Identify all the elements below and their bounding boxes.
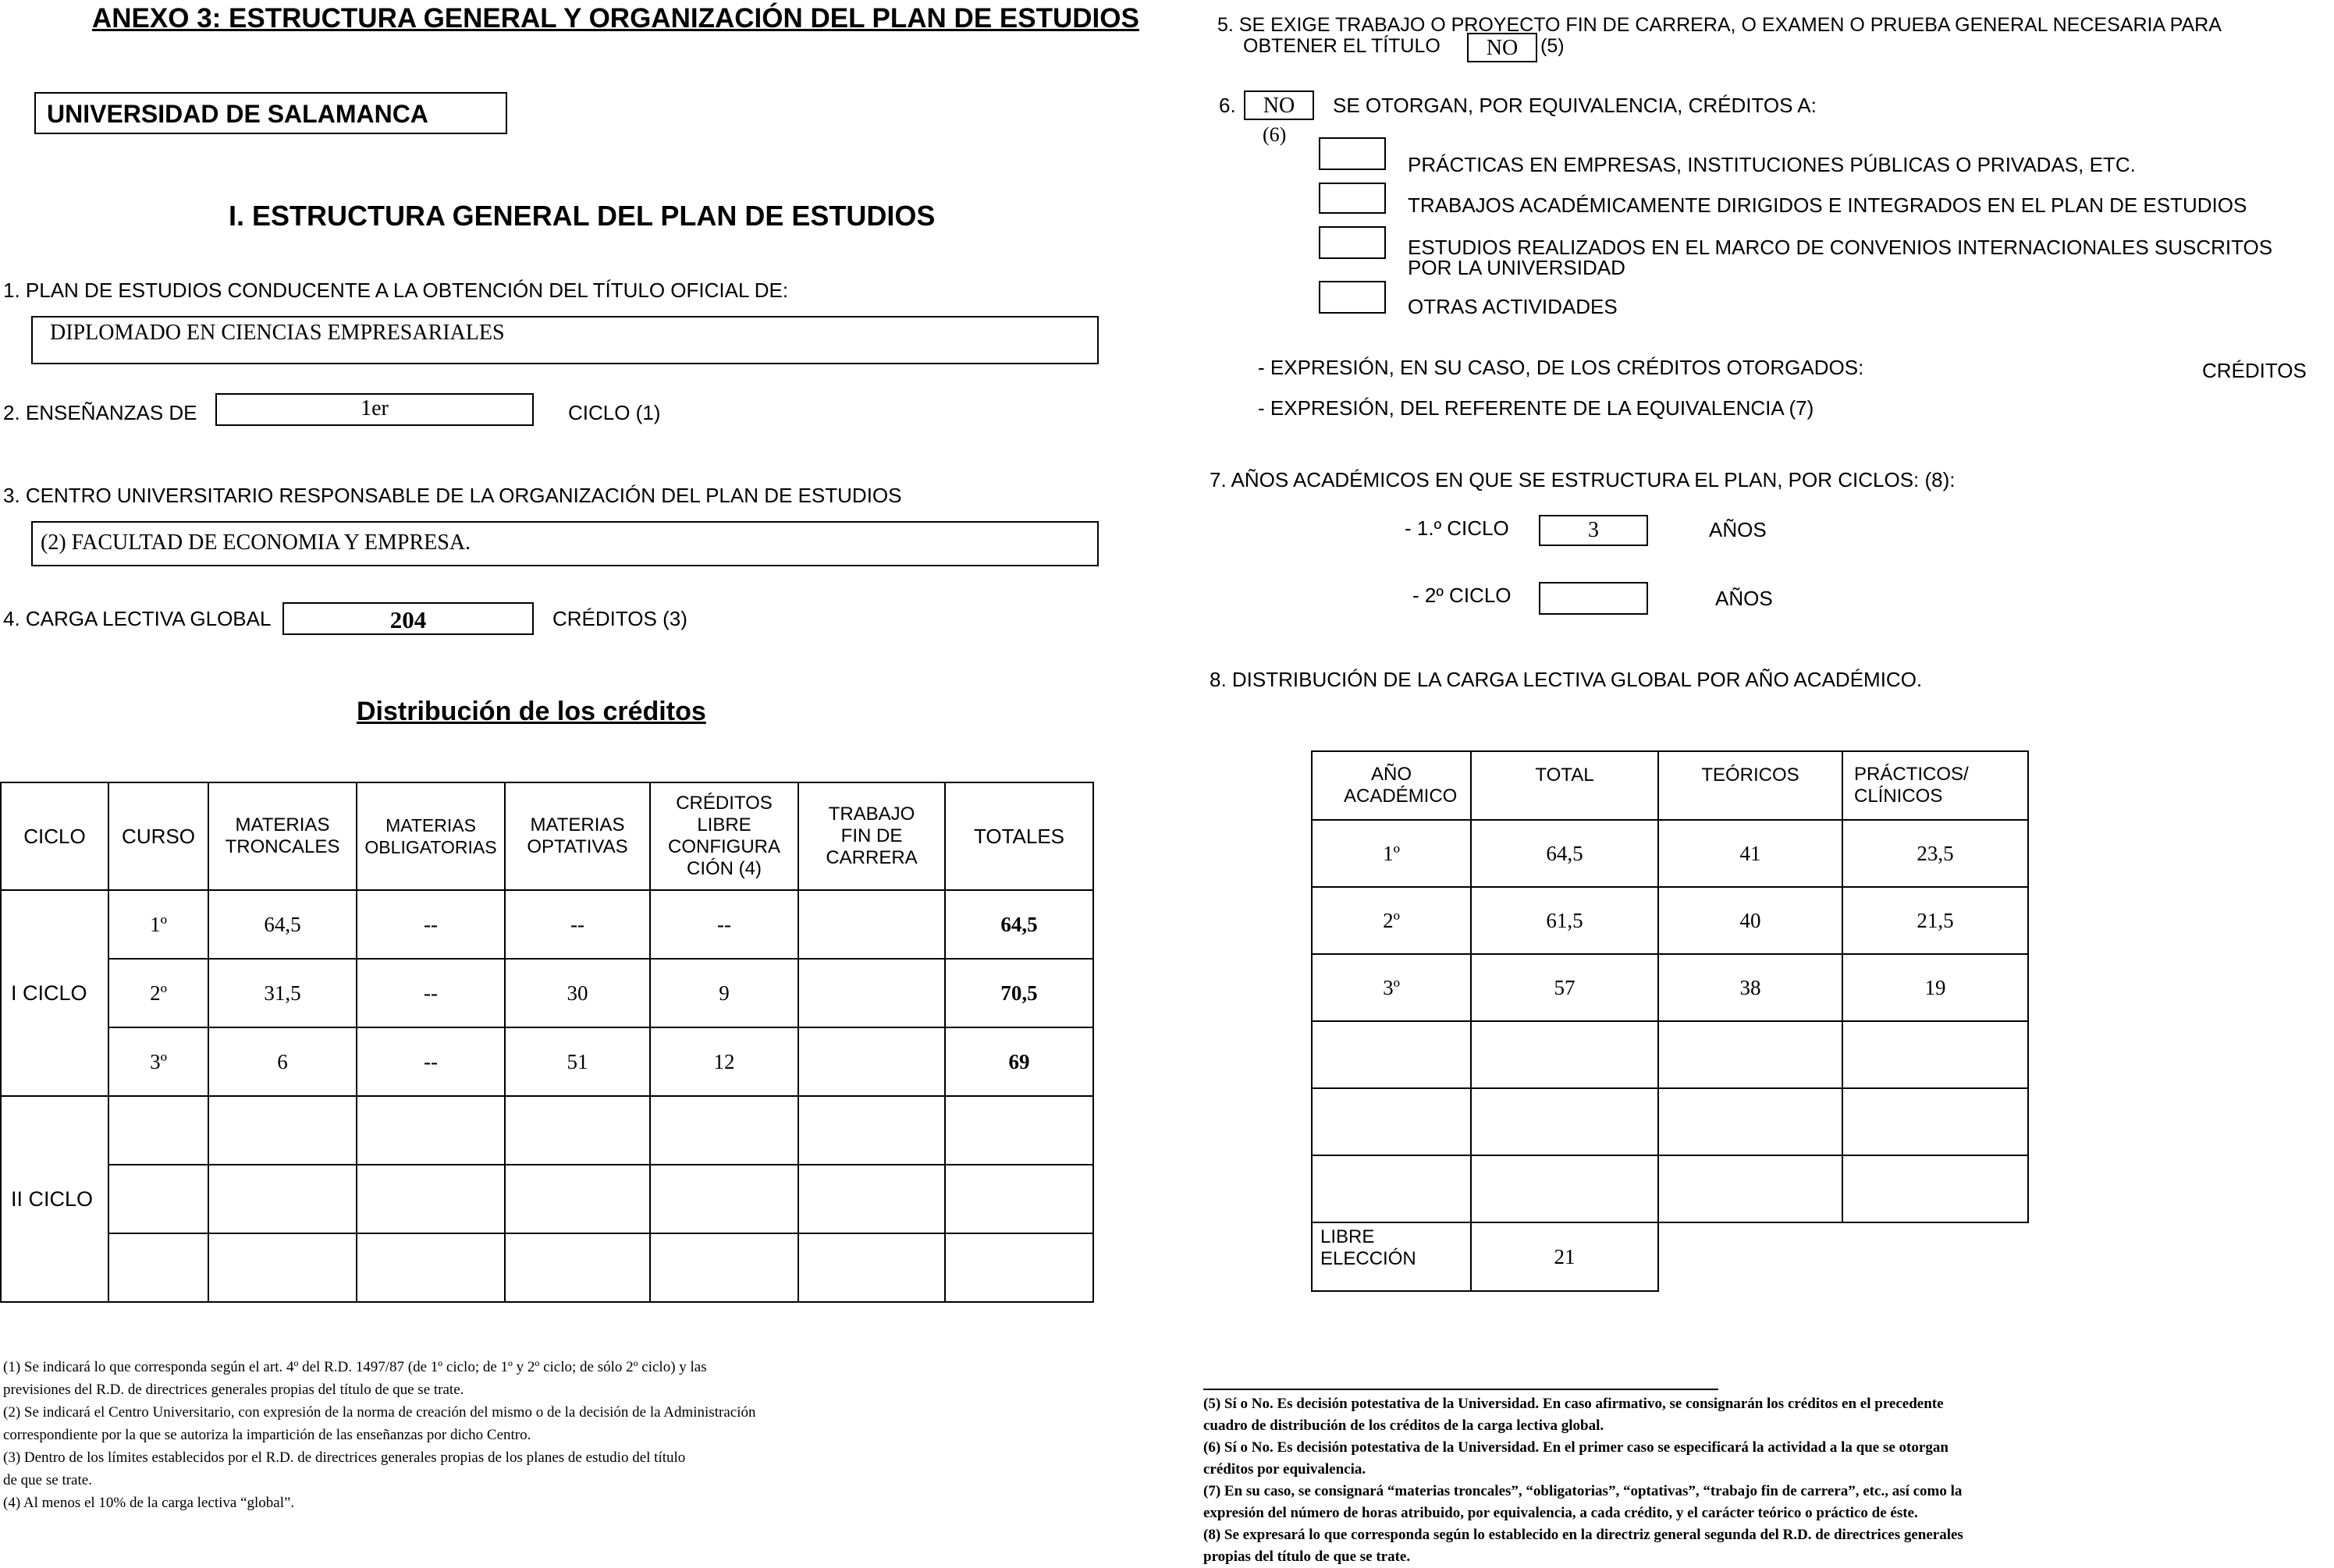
q6-option2-checkbox[interactable] <box>1319 183 1386 214</box>
year-distribution-table <box>1311 750 2029 1292</box>
cell-teoricos: 38 <box>1658 954 1842 1021</box>
table-row <box>1 1096 1093 1165</box>
cell-troncales: 64,5 <box>208 890 357 959</box>
footnote-line: propias del título de que se trate. <box>1203 1548 1411 1565</box>
q5-answer-box <box>1467 33 1537 62</box>
footnote-line: (7) En su caso, se consignará “materias troncales”, “obligatorias”, “optativas”, “trabajo fin de carrera”, etc., así como la <box>1203 1483 1963 1499</box>
cell-practicos: 23,5 <box>1842 820 2028 887</box>
q5-label-line2: OBTENER EL TÍTULO <box>1243 35 1441 57</box>
q7-cycle1-years-box <box>1539 515 1648 546</box>
col-header-curso: CURSO <box>108 782 208 890</box>
table-row <box>1312 1222 2028 1291</box>
col-header-libre-configuracion: CRÉDITOS LIBRE CONFIGURA CIÓN (4) <box>650 782 798 890</box>
q3-centre-value: (2) FACULTAD DE ECONOMIA Y EMPRESA. <box>41 530 471 555</box>
q3-centre-field <box>31 521 1099 566</box>
footnotes-left <box>3 1356 755 1514</box>
q6-option2-label: TRABAJOS ACADÉMICAMENTE DIRIGIDOS E INTEGRADOS EN EL PLAN DE ESTUDIOS <box>1408 193 2247 217</box>
q1-title-value: DIPLOMADO EN CIENCIAS EMPRESARIALES <box>50 321 505 345</box>
q4-label: 4. CARGA LECTIVA GLOBAL <box>3 607 272 630</box>
credits-table <box>0 782 1094 1303</box>
col-header-ciclo: CICLO <box>1 782 108 890</box>
table-row <box>1312 1021 2028 1088</box>
q6-option3-label-line2: POR LA UNIVERSIDAD <box>1408 256 1625 279</box>
col-header-year: AÑO ACADÉMICO <box>1312 751 1471 820</box>
table-row <box>1312 820 2028 887</box>
cell-optativas: -- <box>505 890 650 959</box>
cell-totales: 64,5 <box>945 890 1093 959</box>
table-row <box>1312 1155 2028 1222</box>
q2-label: 2. ENSEÑANZAS DE <box>3 401 197 424</box>
cell-total: 57 <box>1471 954 1658 1021</box>
footnote-line: de que se trate. <box>3 1472 92 1488</box>
table-row <box>1 890 1093 959</box>
table-row <box>1312 954 2028 1021</box>
col-header-totales: TOTALES <box>945 782 1093 890</box>
q2-suffix: CICLO (1) <box>568 401 661 424</box>
section-title: I. ESTRUCTURA GENERAL DEL PLAN DE ESTUDIOS <box>229 200 936 232</box>
q6-answer-box <box>1244 90 1314 120</box>
cell-trabajo <box>798 890 945 959</box>
q5-label-line1: 5. SE EXIGE TRABAJO O PROYECTO FIN DE CARRERA, O EXAMEN O PRUEBA GENERAL NECESARIA PARA <box>1217 14 2222 36</box>
cell-practicos: 19 <box>1842 954 2028 1021</box>
cell-year: 2º <box>1312 887 1471 954</box>
q8-label: 8. DISTRIBUCIÓN DE LA CARGA LECTIVA GLOBAL POR AÑO ACADÉMICO. <box>1210 668 1923 691</box>
col-header-practicos: PRÁCTICOS/ CLÍNICOS <box>1842 751 2028 820</box>
cell-total: 64,5 <box>1471 820 1658 887</box>
q4-load-field <box>282 602 534 635</box>
footnote-line: expresión del número de horas atribuido, por equivalencia, a cada crédito, y el carácter teórico o práctico de éste. <box>1203 1505 1918 1521</box>
cycle-2-label: II CICLO <box>1 1096 108 1302</box>
table-row <box>1 959 1093 1027</box>
footnote-line: previsiones del R.D. de directrices generales propias del título de que se trate. <box>3 1382 464 1398</box>
cell-libre: 12 <box>650 1027 798 1096</box>
footnote-line: (1) Se indicará lo que corresponda según el art. 4º del R.D. 1497/87 (de 1º ciclo; de 1º y 2º ciclo; de sólo 2º ciclo) y las <box>3 1359 707 1375</box>
q5-note: (5) <box>1540 35 1565 57</box>
col-header-optativas: MATERIAS OPTATIVAS <box>505 782 650 890</box>
cell-optativas: 30 <box>505 959 650 1027</box>
footnote-line: correspondiente por la que se autoriza la impartición de las enseñanzas por dicho Centro. <box>3 1427 531 1443</box>
q1-title-field <box>31 316 1099 364</box>
footnote-line: (2) Se indicará el Centro Universitario, con expresión de la norma de creación del mismo o de la decisión de la Administración <box>3 1404 756 1421</box>
cell-obligatorias: -- <box>357 1027 505 1096</box>
q7-cycle2-label: - 2º CICLO <box>1412 584 1512 607</box>
q7-cycle2-unit: AÑOS <box>1715 587 1773 610</box>
q5-answer-value: NO <box>1486 36 1519 60</box>
cell-trabajo <box>798 1027 945 1096</box>
table-row <box>1312 887 2028 954</box>
footnote-separator <box>1203 1389 1718 1390</box>
footnote-line: créditos por equivalencia. <box>1203 1461 1366 1478</box>
q2-cycle-value: 1er <box>361 396 389 420</box>
libre-eleccion-label: LIBRE ELECCIÓN <box>1312 1222 1471 1291</box>
annex-title: ANEXO 3: ESTRUCTURA GENERAL Y ORGANIZACIÓN DEL PLAN DE ESTUDIOS <box>92 3 1139 34</box>
cell-teoricos: 41 <box>1658 820 1842 887</box>
q6-answer-value: NO <box>1263 94 1295 118</box>
q3-label: 3. CENTRO UNIVERSITARIO RESPONSABLE DE LA ORGANIZACIÓN DEL PLAN DE ESTUDIOS <box>3 484 902 507</box>
q7-label: 7. AÑOS ACADÉMICOS EN QUE SE ESTRUCTURA EL PLAN, POR CICLOS: (8): <box>1210 468 1956 491</box>
cycle-1-label: I CICLO <box>1 890 108 1096</box>
q7-cycle1-years-value: 3 <box>1588 518 1599 542</box>
table-row <box>1 1027 1093 1096</box>
cell-curso: 3º <box>108 1027 208 1096</box>
q6-option4-label: OTRAS ACTIVIDADES <box>1408 295 1618 318</box>
col-header-total: TOTAL <box>1471 751 1658 820</box>
col-header-obligatorias: MATERIAS OBLIGATORIAS <box>357 782 505 890</box>
footnote-line: (5) Sí o No. Es decisión potestativa de la Universidad. En caso afirmativo, se consignarán los créditos en el precedente <box>1203 1396 1944 1412</box>
col-header-troncales: MATERIAS TRONCALES <box>208 782 357 890</box>
cell-obligatorias: -- <box>357 890 505 959</box>
cell-optativas: 51 <box>505 1027 650 1096</box>
expression-credits-label: - EXPRESIÓN, EN SU CASO, DE LOS CRÉDITOS OTORGADOS: <box>1258 356 1864 379</box>
university-name: UNIVERSIDAD DE SALAMANCA <box>47 100 428 128</box>
q6-note: (6) <box>1263 123 1287 146</box>
cell-trabajo <box>798 959 945 1027</box>
footnote-line: (3) Dentro de los límites establecidos por el R.D. de directrices generales propias de los planes de estudio del título <box>3 1449 686 1466</box>
q2-cycle-field <box>215 393 534 426</box>
cell-teoricos: 40 <box>1658 887 1842 954</box>
table-row <box>1 1165 1093 1233</box>
cell-year: 3º <box>1312 954 1471 1021</box>
footnotes-right <box>1203 1393 1963 1568</box>
cell-year: 1º <box>1312 820 1471 887</box>
q7-cycle2-years-box <box>1539 582 1648 615</box>
q6-option1-checkbox[interactable] <box>1319 137 1386 170</box>
q6-option1-label: PRÁCTICAS EN EMPRESAS, INSTITUCIONES PÚBLICAS O PRIVADAS, ETC. <box>1408 153 2136 176</box>
expression-credits-unit: CRÉDITOS <box>2202 359 2307 382</box>
col-header-teoricos: TEÓRICOS <box>1658 751 1842 820</box>
footnote-line: (6) Sí o No. Es decisión potestativa de la Universidad. En el primer caso se especificará la actividad a la que se otorgan <box>1203 1439 1949 1456</box>
libre-eleccion-value: 21 <box>1471 1222 1658 1291</box>
cell-libre: -- <box>650 890 798 959</box>
university-box <box>34 92 507 134</box>
table-row <box>1 1233 1093 1302</box>
footnote-line: (8) Se expresará lo que corresponda según lo establecido en la directriz general segunda del R.D. de directrices generales <box>1203 1527 1963 1543</box>
cell-curso: 2º <box>108 959 208 1027</box>
cell-troncales: 6 <box>208 1027 357 1096</box>
cell-practicos: 21,5 <box>1842 887 2028 954</box>
q4-load-value: 204 <box>389 606 427 633</box>
q1-label: 1. PLAN DE ESTUDIOS CONDUCENTE A LA OBTENCIÓN DEL TÍTULO OFICIAL DE: <box>3 278 789 302</box>
cell-curso: 1º <box>108 890 208 959</box>
footnote-line: (4) Al menos el 10% de la carga lectiva “global”. <box>3 1495 295 1511</box>
cell-troncales: 31,5 <box>208 959 357 1027</box>
cell-totales: 70,5 <box>945 959 1093 1027</box>
q4-suffix: CRÉDITOS (3) <box>552 607 687 630</box>
table-row <box>1312 1088 2028 1155</box>
q7-cycle1-label: - 1.º CICLO <box>1405 516 1509 540</box>
cell-obligatorias: -- <box>357 959 505 1027</box>
footnote-line: cuadro de distribución de los créditos de la carga lectiva global. <box>1203 1417 1604 1434</box>
q7-cycle1-unit: AÑOS <box>1709 518 1767 541</box>
expression-referent-label: - EXPRESIÓN, DEL REFERENTE DE LA EQUIVALENCIA (7) <box>1258 396 1814 420</box>
q6-number: 6. <box>1219 94 1236 117</box>
cell-totales: 69 <box>945 1027 1093 1096</box>
cell-total: 61,5 <box>1471 887 1658 954</box>
q6-option3-checkbox[interactable] <box>1319 226 1386 259</box>
q6-option3-label-line1: ESTUDIOS REALIZADOS EN EL MARCO DE CONVENIOS INTERNACIONALES SUSCRITOS <box>1408 236 2273 259</box>
distribution-title: Distribución de los créditos <box>357 697 706 726</box>
q6-option4-checkbox[interactable] <box>1319 281 1386 314</box>
q6-label: SE OTORGAN, POR EQUIVALENCIA, CRÉDITOS A: <box>1333 94 1817 117</box>
cell-libre: 9 <box>650 959 798 1027</box>
col-header-trabajo-fin: TRABAJO FIN DE CARRERA <box>798 782 945 890</box>
